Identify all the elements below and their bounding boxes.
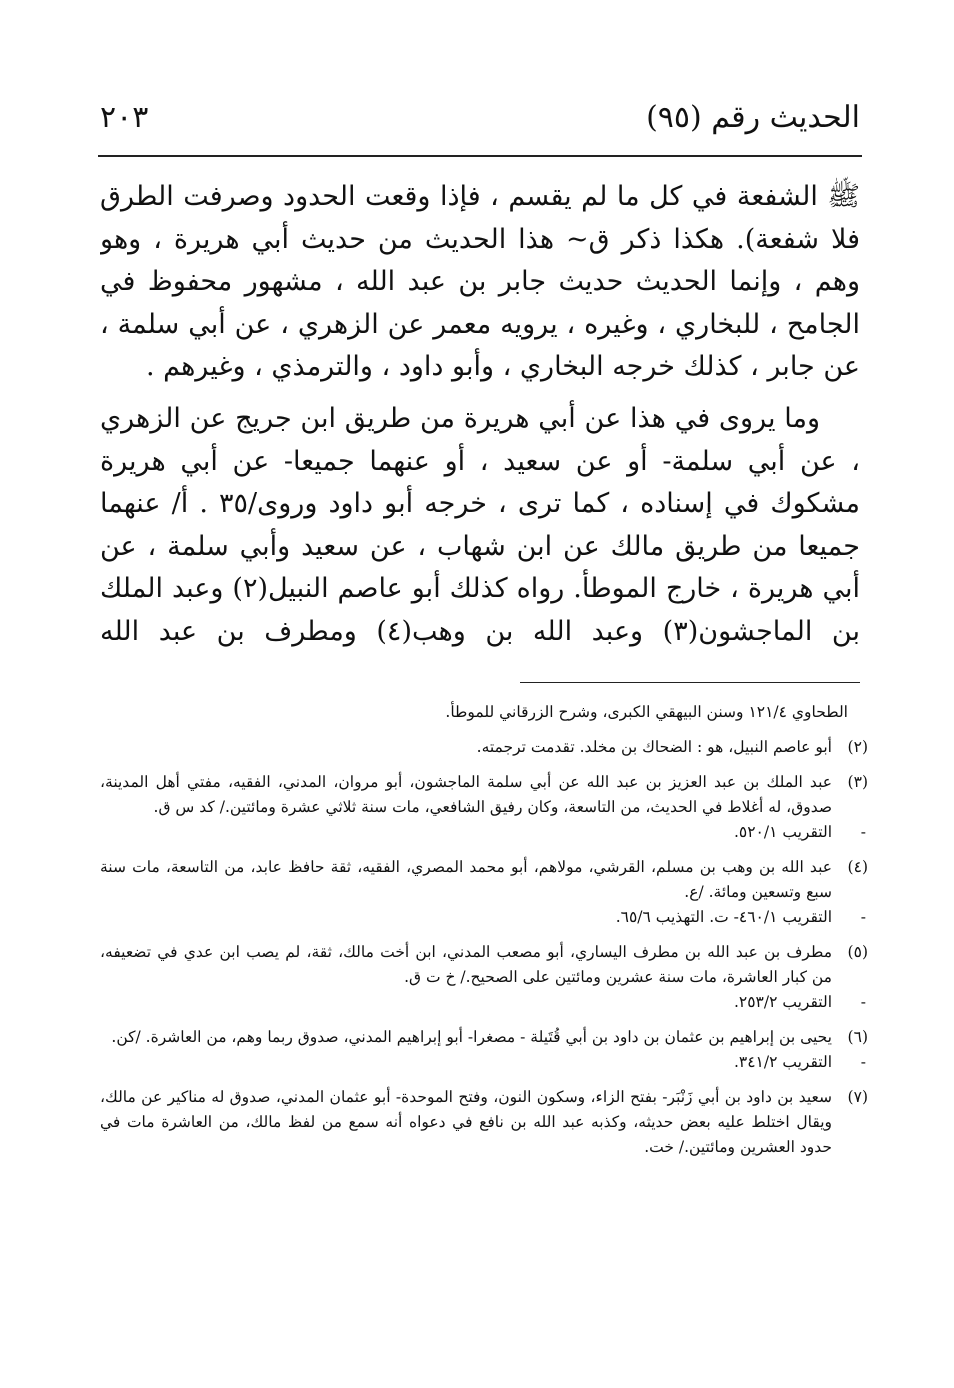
main-text	[100, 176, 860, 653]
taqrib-reference	[100, 1050, 868, 1075]
taqrib-text: التقريب ٥٢٠/١.	[733, 823, 832, 841]
footnote-text: يحيى بن إبراهيم بن عثمان بن داود بن أبي قُتَيلة - مصغرا- أبو إبراهيم المدني، صدوق ربما وهم، من العاشرة. /كن.	[111, 1028, 832, 1046]
footnotes	[100, 700, 868, 1160]
footnote-3	[100, 770, 868, 820]
dash-marker: -	[860, 823, 866, 841]
page-header	[100, 100, 860, 150]
footnote-number: (٢)	[847, 738, 868, 756]
taqrib-reference	[100, 990, 868, 1015]
footnote-number: (٥)	[847, 943, 868, 961]
footnote-continuation	[100, 700, 868, 725]
taqrib-reference	[100, 905, 868, 930]
footnote-text: الطحاوي ١٢١/٤ وسنن البيهقي الكبرى، وشرح الزرقاني للموطأ.	[445, 703, 848, 721]
dash-marker: -	[860, 1053, 866, 1071]
paragraph-2: وما يروى في هذا عن أبي هريرة من طريق ابن جريج عن الزهري ، عن أبي سلمة- أو عن سعيد ، أو عنهما جميعا- عن أبي هريرة مشكوك في إسناده ، كما ترى ، خرجه أبو داود وروى/٣٥ . أ/ عنهما جميعا من طريق مالك عن ابن شهاب ، عن سعيد وأبي سلمة ، عن أبي هريرة ، خارج الموطأ. رواه كذلك أبو عاصم النبيل(٢) وعبد الملك بن الماجشون(٣) وعبد الله بن وهب(٤) ومطرف بن عبد الله	[100, 403, 860, 647]
footnote-number: (٦)	[847, 1028, 868, 1046]
taqrib-text: التقريب ٤٦٠/١- ت. التهذيب ٦٥/٦.	[615, 908, 832, 926]
footnote-text: مطرف بن عبد الله بن مطرف اليساري، أبو مصعب المدني، ابن أخت مالك، ثقة، لم يصب ابن عدي في تضعيفه، من كبار العاشرة، مات سنة عشرين ومائتين على الصحيح./ خ ت ق.	[100, 943, 832, 986]
dash-marker: -	[860, 993, 866, 1011]
dash-marker: -	[860, 908, 866, 926]
footnote-number: (٧)	[847, 1088, 868, 1106]
footnote-number: (٣)	[847, 773, 868, 791]
footnote-4	[100, 855, 868, 905]
footnote-separator	[520, 682, 860, 683]
footnote-6	[100, 1025, 868, 1050]
taqrib-text: التقريب ٣٤١/٢.	[733, 1053, 832, 1071]
footnote-text: أبو عاصم النبيل، هو : الضحاك بن مخلد. تقدمت ترجمته.	[476, 738, 832, 756]
page-number: ٢٠٣	[100, 100, 149, 135]
footnote-7	[100, 1085, 868, 1160]
footnote-2	[100, 735, 868, 760]
footnote-5	[100, 940, 868, 990]
footnote-text: عبد الملك بن عبد العزيز بن عبد الله عن أبي سلمة الماجشون، أبو مروان، المدني، الفقيه، مفتي أهل المدينة، صدوق، له أغلاط في الحديث، من التاسعة، وكان رفيق الشافعي، مات سنة ثلاثي عشرة ومائتين./ كد س ق.	[100, 773, 832, 816]
footnote-text: سعيد بن داود بن أبي زَنْبَر- بفتح الزاء، وسكون النون، وفتح الموحدة- أبو عثمان المدني، صدوق له مناكير عن مالك، ويقال اختلط عليه بعض حديثه، وكذبه عبد الله بن نافع في دعواه أنه سمع من لفظ مالك، من العاشرة مات في حدود العشرين ومائتين./ خت.	[100, 1088, 832, 1156]
taqrib-reference	[100, 820, 868, 845]
taqrib-text: التقريب ٢٥٣/٢.	[733, 993, 832, 1011]
running-title: الحديث رقم (٩٥)	[646, 100, 860, 135]
header-rule	[98, 155, 862, 157]
paragraph-1: ﷺ الشفعة في كل ما لم يقسم ، فإذا وقعت الحدود وصرفت الطرق فلا شفعة). هكذا ذكر ق~ هذا الحديث من حديث أبي هريرة ، وهو وهم ، وإنما الحديث حديث جابر بن عبد الله ، مشهور محفوظ في الجامح ، للبخاري ، وغيره ، يرويه معمر عن الزهري ، عن أبي سلمة ، عن جابر ، كذلك خرجه البخاري ، وأبو داود ، والترمذي ، وغيرهم .	[100, 181, 860, 382]
footnote-text: عبد الله بن وهب بن مسلم، القرشي، مولاهم، أبو محمد المصري، الفقيه، ثقة حافظ عابد، من التاسعة، مات سنة سبع وتسعين ومائة. /ع.	[100, 858, 832, 901]
footnote-number: (٤)	[847, 858, 868, 876]
